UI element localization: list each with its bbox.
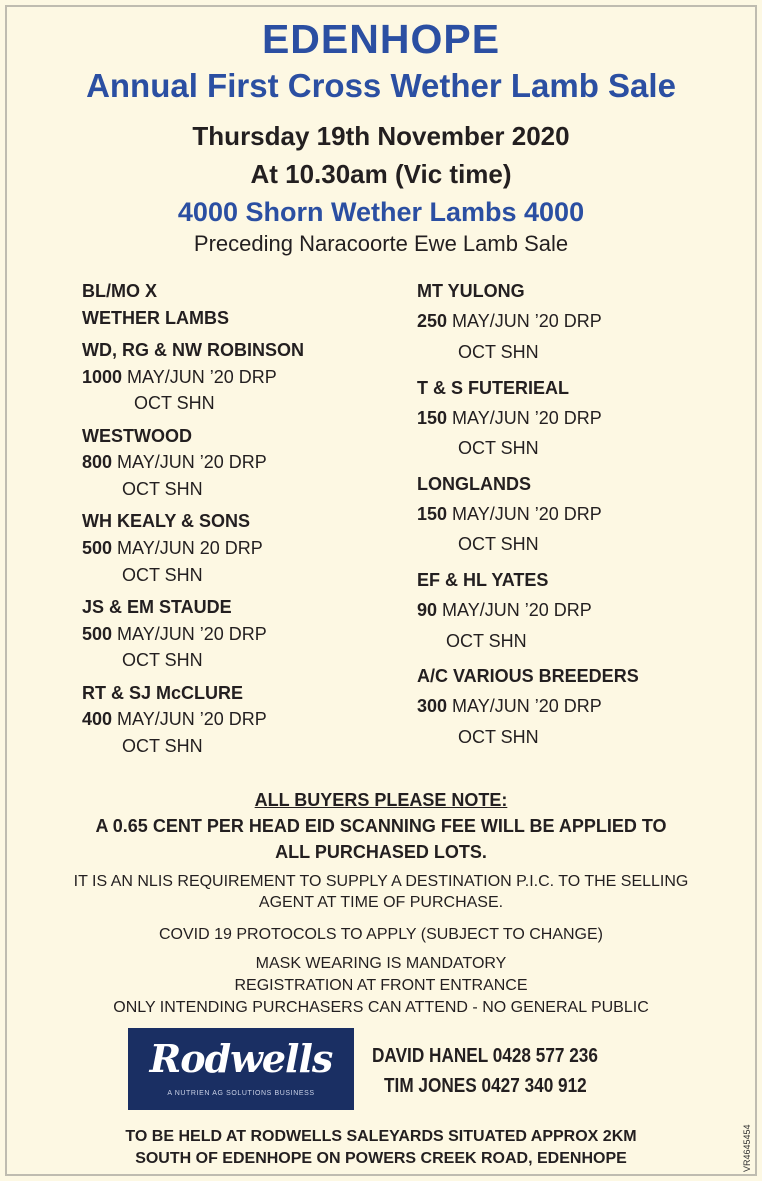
vendor-name: WD, RG & NW ROBINSON — [82, 340, 304, 360]
vendor-name: WESTWOOD — [82, 426, 192, 446]
logo-tagline: A NUTRIEN AG SOLUTIONS BUSINESS — [167, 1090, 315, 1097]
attendance-notice: ONLY INTENDING PURCHASERS CAN ATTEND - NO GENERAL PUBLIC — [113, 999, 649, 1016]
contact-line: DAVID HANEL 0428 577 236 — [372, 1045, 598, 1067]
logo-wordmark: Rodwells — [149, 1036, 333, 1081]
lot-quantity: 400 — [82, 709, 113, 729]
lot-quantity: 300 — [417, 696, 448, 716]
nlis-notice: AGENT AT TIME OF PURCHASE. — [258, 894, 504, 911]
lot-description: MAY/JUN ’20 DRP — [112, 452, 267, 472]
vendor-name: T & S FUTERIEAL — [417, 378, 569, 398]
lot-quantity: 800 — [82, 452, 113, 472]
lot-description: MAY/JUN ’20 DRP — [447, 696, 602, 716]
lot-quantity: 500 — [82, 538, 113, 558]
lot-description: MAY/JUN ’20 DRP — [447, 504, 602, 524]
venue-footer — [0, 1126, 762, 1170]
lot-description: MAY/JUN ’20 DRP — [112, 624, 267, 644]
vendor-name: WH KEALY & SONS — [82, 511, 251, 531]
lot-shorn: OCT SHN — [446, 631, 527, 651]
category-line: WETHER LAMBS — [82, 308, 229, 328]
buyers-note-heading: ALL BUYERS PLEASE NOTE: — [254, 790, 508, 810]
lot-shorn: OCT SHN — [458, 534, 539, 554]
agent-contacts — [372, 1041, 598, 1101]
lot-shorn: OCT SHN — [134, 393, 215, 413]
lot-shorn: OCT SHN — [122, 479, 203, 499]
lot-description: MAY/JUN 20 DRP — [112, 538, 263, 558]
lot-shorn: OCT SHN — [458, 727, 539, 747]
lot-description: MAY/JUN ’20 DRP — [447, 408, 602, 428]
lot-quantity: 250 — [417, 311, 448, 331]
lot-quantity: 150 — [417, 504, 448, 524]
footer-line: TO BE HELD AT RODWELLS SALEYARDS SITUATED APPROX 2KM — [125, 1128, 637, 1145]
vendor-lot — [82, 708, 267, 730]
lot-shorn: OCT SHN — [122, 736, 203, 756]
lot-quantity: 90 — [417, 600, 438, 620]
category-line: BL/MO X — [82, 281, 157, 301]
lot-shorn: OCT SHN — [122, 650, 203, 670]
sale-date: Thursday 19th November 2020 — [192, 121, 570, 151]
footer-line: SOUTH OF EDENHOPE ON POWERS CREEK ROAD, EDENHOPE — [135, 1150, 627, 1167]
lot-quantity: 1000 — [82, 367, 123, 387]
lot-description: MAY/JUN ’20 DRP — [447, 311, 602, 331]
preceding-sale: Preceding Naracoorte Ewe Lamb Sale — [193, 231, 569, 256]
vendor-lot — [417, 503, 602, 525]
rodwells-logo — [128, 1028, 354, 1110]
contact-line: TIM JONES 0427 340 912 — [384, 1075, 587, 1097]
vendor-lot — [417, 310, 602, 332]
headline-count: 4000 Shorn Wether Lambs 4000 — [177, 197, 585, 227]
lot-shorn: OCT SHN — [458, 342, 539, 362]
sale-time: At 10.30am (Vic time) — [250, 159, 512, 189]
lot-description: MAY/JUN ’20 DRP — [122, 367, 277, 387]
vendor-lot — [82, 537, 263, 559]
vendor-lot — [417, 407, 602, 429]
registration-notice: REGISTRATION AT FRONT ENTRANCE — [234, 977, 528, 994]
lot-shorn: OCT SHN — [458, 438, 539, 458]
lot-quantity: 150 — [417, 408, 448, 428]
vendor-lot — [82, 366, 277, 388]
sale-subtitle: Annual First Cross Wether Lamb Sale — [86, 67, 676, 104]
covid-notice: COVID 19 PROTOCOLS TO APPLY (SUBJECT TO CHANGE) — [159, 926, 603, 943]
lot-description: MAY/JUN ’20 DRP — [112, 709, 267, 729]
vendor-name: JS & EM STAUDE — [82, 597, 232, 617]
vendor-name: EF & HL YATES — [417, 570, 549, 590]
vendor-name: LONGLANDS — [417, 474, 531, 494]
mask-notice: MASK WEARING IS MANDATORY — [255, 955, 507, 972]
lot-description: MAY/JUN ’20 DRP — [437, 600, 592, 620]
vendor-name: MT YULONG — [417, 281, 525, 301]
fee-notice: ALL PURCHASED LOTS. — [275, 842, 487, 862]
nlis-notice: IT IS AN NLIS REQUIREMENT TO SUPPLY A DESTINATION P.I.C. TO THE SELLING — [73, 873, 689, 890]
lot-shorn: OCT SHN — [122, 565, 203, 585]
page-title: EDENHOPE — [261, 16, 501, 62]
fee-notice: A 0.65 CENT PER HEAD EID SCANNING FEE WILL BE APPLIED TO — [95, 816, 667, 836]
reference-code: VR4645454 — [742, 1124, 752, 1172]
lot-quantity: 500 — [82, 624, 113, 644]
vendor-lot — [417, 599, 592, 621]
vendor-name: A/C VARIOUS BREEDERS — [417, 666, 639, 686]
vendor-name: RT & SJ McCLURE — [82, 683, 244, 703]
vendor-lot — [82, 451, 267, 473]
vendor-lot — [417, 695, 602, 717]
vendor-lot — [82, 623, 267, 645]
